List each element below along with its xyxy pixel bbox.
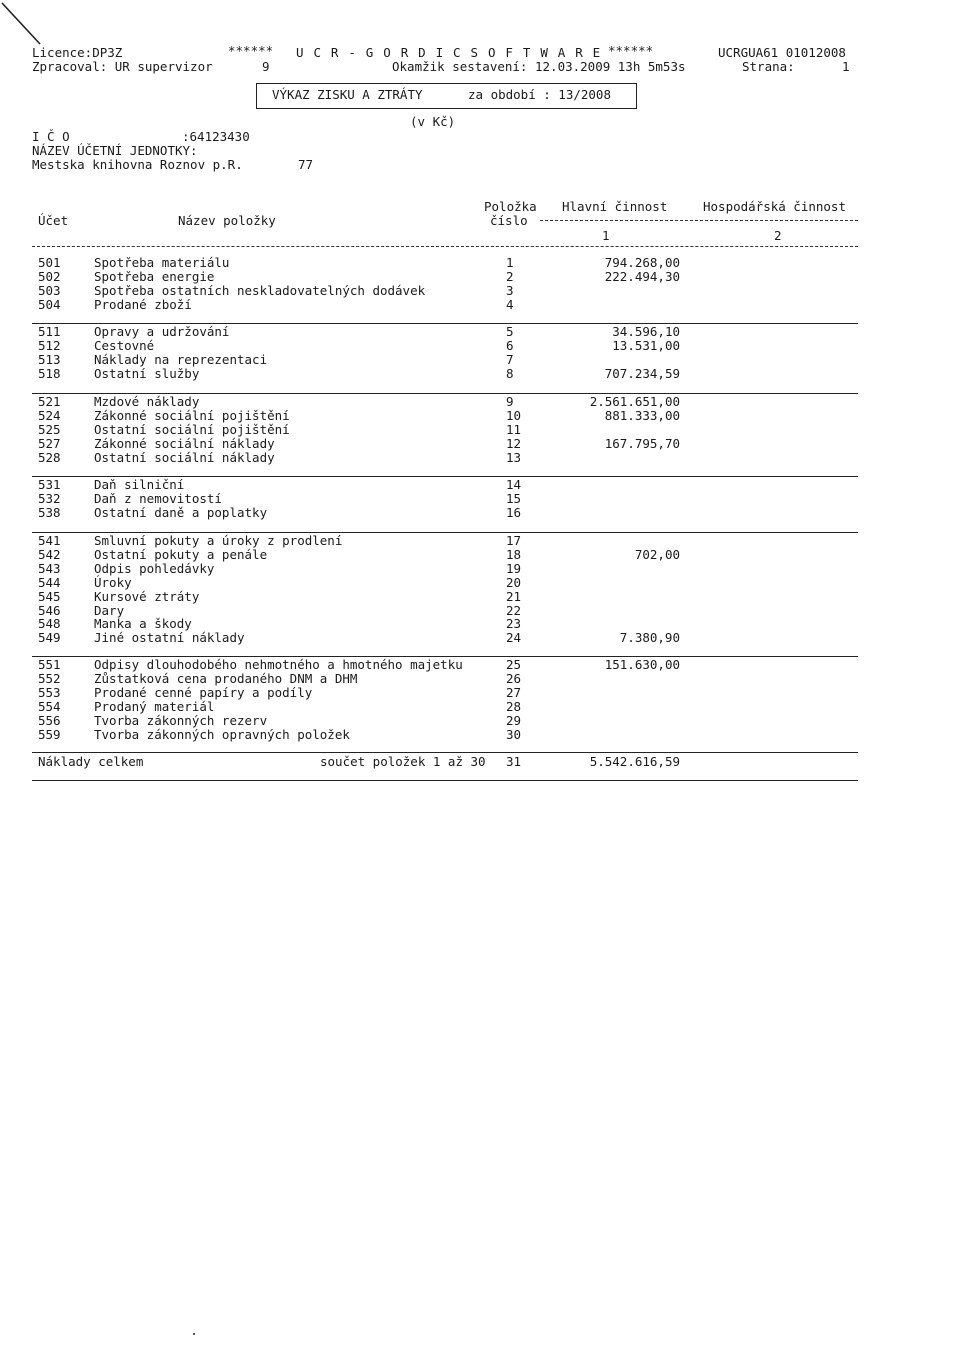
item-number: 1 — [506, 255, 514, 270]
col-item-name: Název položky — [178, 213, 276, 228]
item-name: Tvorba zákonných rezerv — [94, 712, 268, 728]
item-name: Prodané zboží — [94, 296, 192, 312]
item-number: 29 — [506, 712, 522, 728]
item-name: Spotřeba energie — [94, 268, 215, 284]
account-code: 554 — [38, 698, 61, 714]
item-name: Ostatní daně a poplatky — [94, 504, 268, 520]
account-code: 504 — [38, 296, 61, 312]
main-activity-value: 34.596,10 — [612, 324, 680, 339]
item-number: 11 — [506, 421, 522, 437]
item-name: Ostatní pokuty a penále — [94, 546, 268, 562]
item-number: 27 — [506, 684, 522, 700]
table-head-rule — [32, 246, 858, 247]
main-activity-value: 794.268,00 — [604, 255, 680, 270]
item-name: Spotřeba ostatních neskladovatelných dodávek — [94, 282, 426, 298]
page-number: 1 — [842, 59, 850, 74]
item-number: 10 — [506, 407, 522, 423]
item-number: 3 — [506, 282, 514, 298]
account-code: 553 — [38, 684, 61, 700]
main-activity-value: 222.494,30 — [604, 268, 680, 284]
item-name: Spotřeba materiálu — [94, 255, 230, 270]
item-name: Tvorba zákonných opravných položek — [94, 726, 350, 742]
main-activity-value: 702,00 — [634, 546, 680, 562]
account-code: 542 — [38, 546, 61, 562]
account-code: 525 — [38, 421, 61, 437]
col-item-label: Položka — [484, 199, 537, 214]
ico-label: I Č O — [32, 129, 70, 144]
account-code: 503 — [38, 282, 61, 298]
total-label: Náklady celkem — [38, 754, 144, 769]
item-name: Náklady na reprezentaci — [94, 351, 268, 367]
item-name: Kursové ztráty — [94, 588, 200, 604]
item-number: 7 — [506, 351, 514, 367]
account-code: 559 — [38, 726, 61, 742]
unit-code: 77 — [298, 157, 314, 172]
item-name: Ostatní služby — [94, 365, 200, 381]
report-code: UCRGUA61 01012008 — [718, 45, 846, 60]
compiled-timestamp: Okamžik sestavení: 12.03.2009 13h 5m53s — [392, 59, 686, 74]
item-number: 26 — [506, 670, 522, 686]
item-name: Odpis pohledávky — [94, 560, 215, 576]
item-number: 17 — [506, 533, 522, 548]
col-account: Účet — [38, 213, 69, 228]
item-name: Ostatní sociální náklady — [94, 449, 275, 465]
account-code: 524 — [38, 407, 61, 423]
item-number: 25 — [506, 657, 522, 672]
main-activity-value: 13.531,00 — [612, 337, 680, 353]
account-code: 543 — [38, 560, 61, 576]
item-number: 6 — [506, 337, 514, 353]
item-name: Jiné ostatní náklady — [94, 630, 245, 646]
item-name: Zůstatková cena prodaného DNM a DHM — [94, 670, 358, 686]
item-number: 22 — [506, 602, 522, 618]
account-code: 532 — [38, 490, 61, 506]
account-code: 552 — [38, 670, 61, 686]
total-top-rule — [32, 752, 858, 753]
account-code: 548 — [38, 616, 61, 632]
item-name: Dary — [94, 602, 125, 618]
item-name: Prodaný materiál — [94, 698, 215, 714]
scan-speck — [193, 1333, 195, 1335]
item-number: 18 — [506, 546, 522, 562]
account-code: 546 — [38, 602, 61, 618]
account-code: 544 — [38, 574, 61, 590]
item-number: 2 — [506, 268, 514, 284]
item-name: Smluvní pokuty a úroky z prodlení — [94, 533, 343, 548]
col-item-number: číslo — [490, 213, 528, 228]
account-code: 527 — [38, 435, 61, 451]
item-number: 12 — [506, 435, 522, 451]
item-number: 30 — [506, 726, 522, 742]
account-code: 513 — [38, 351, 61, 367]
account-code: 541 — [38, 533, 61, 548]
stars-left: ****** — [228, 43, 274, 58]
processed-by: Zpracoval: UR supervizor — [32, 59, 213, 74]
item-name: Úroky — [94, 574, 132, 590]
item-name: Opravy a udržování — [94, 324, 230, 339]
main-activity-value: 707.234,59 — [604, 365, 680, 381]
col-number-1: 1 — [602, 228, 610, 243]
account-code: 518 — [38, 365, 61, 381]
vendor-name: U C R - G O R D I C S O F T W A R E — [296, 45, 602, 60]
item-name: Zákonné sociální pojištění — [94, 407, 290, 423]
main-activity-value: 881.333,00 — [604, 407, 680, 423]
item-number: 16 — [506, 504, 522, 520]
item-number: 5 — [506, 324, 514, 339]
report-period: za období : 13/2008 — [468, 87, 611, 102]
item-number: 8 — [506, 365, 514, 381]
item-number: 14 — [506, 477, 522, 492]
total-description: součet položek 1 až 30 — [320, 754, 486, 769]
total-bottom-rule — [32, 780, 858, 781]
item-number: 13 — [506, 449, 522, 465]
licence-label: Licence:DP3Z — [32, 45, 123, 60]
col-business-activity: Hospodářská činnost — [703, 199, 846, 214]
item-name: Odpisy dlouhodobého nehmotného a hmotného majetku — [94, 657, 463, 672]
item-number: 28 — [506, 698, 522, 714]
account-code: 538 — [38, 504, 61, 520]
main-activity-value: 167.795,70 — [604, 435, 680, 451]
account-code: 528 — [38, 449, 61, 465]
main-activity-value: 7.380,90 — [619, 630, 680, 646]
item-number: 19 — [506, 560, 522, 576]
item-number: 23 — [506, 616, 522, 632]
ico-value: :64123430 — [182, 129, 250, 144]
item-name: Mzdové náklady — [94, 394, 200, 409]
account-code: 556 — [38, 712, 61, 728]
item-name: Zákonné sociální náklady — [94, 435, 275, 451]
item-name: Daň silniční — [94, 477, 185, 492]
account-code: 502 — [38, 268, 61, 284]
item-name: Prodané cenné papíry a podíly — [94, 684, 313, 700]
stars-right: ****** — [608, 43, 654, 58]
col-number-2: 2 — [774, 228, 782, 243]
main-activity-value: 2.561.651,00 — [589, 394, 680, 409]
account-code: 531 — [38, 477, 61, 492]
page-label: Strana: — [742, 59, 795, 74]
item-name: Cestovné — [94, 337, 155, 353]
item-number: 24 — [506, 630, 522, 646]
account-code: 521 — [38, 394, 61, 409]
total-item-number: 31 — [506, 754, 522, 769]
item-name: Daň z nemovitostí — [94, 490, 222, 506]
header-dash-rule — [540, 220, 858, 221]
main-activity-value: 151.630,00 — [604, 657, 680, 672]
item-name: Ostatní sociální pojištění — [94, 421, 290, 437]
account-code: 551 — [38, 657, 61, 672]
account-code: 501 — [38, 255, 61, 270]
item-number: 20 — [506, 574, 522, 590]
item-number: 21 — [506, 588, 522, 604]
account-code: 511 — [38, 324, 61, 339]
item-number: 4 — [506, 296, 514, 312]
item-number: 9 — [506, 394, 514, 409]
col-main-activity: Hlavní činnost — [562, 199, 668, 214]
currency-note: (v Kč) — [410, 114, 456, 129]
account-code: 549 — [38, 630, 61, 646]
user-number: 9 — [262, 59, 270, 74]
item-number: 15 — [506, 490, 522, 506]
account-code: 545 — [38, 588, 61, 604]
total-main-value: 5.542.616,59 — [589, 754, 680, 769]
unit-name: Mestska knihovna Roznov p.R. — [32, 157, 243, 172]
unit-label: NÁZEV ÚČETNÍ JEDNOTKY: — [32, 143, 198, 158]
report-title: VÝKAZ ZISKU A ZTRÁTY — [272, 87, 423, 102]
account-code: 512 — [38, 337, 61, 353]
item-name: Manka a škody — [94, 616, 192, 632]
